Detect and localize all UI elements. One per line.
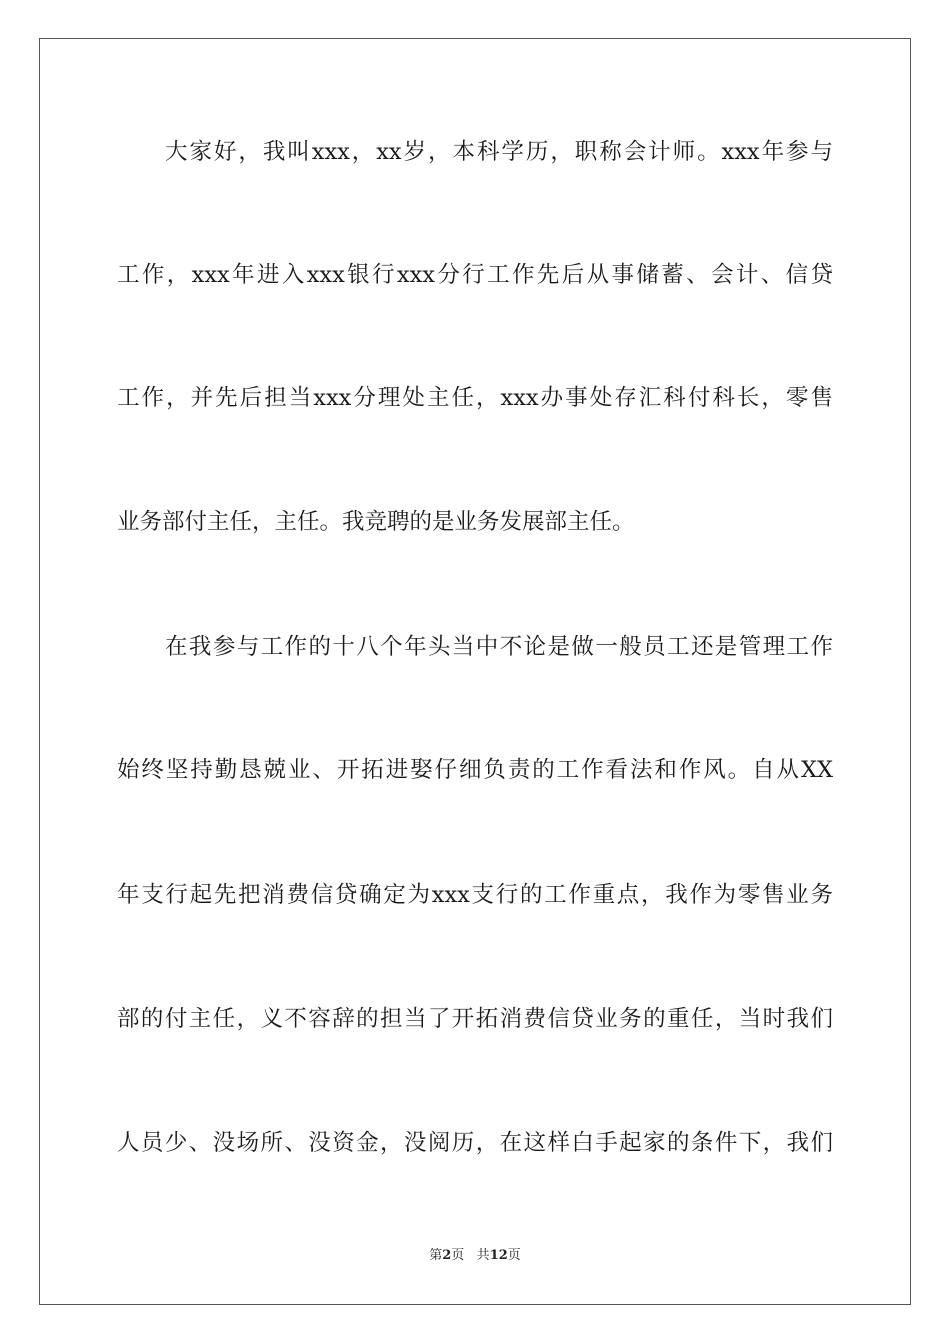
paragraph-1-line-2: 工作，xxx年进入xxx银行xxx分行工作先后从事储蓄、会计、信贷 <box>117 262 833 288</box>
paragraph-1-line-4: 业务部付主任，主任。我竞聘的是业务发展部主任。 <box>117 509 635 535</box>
paragraph-2-line-3: 年支行起先把消费信贷确定为xxx支行的工作重点，我作为零售业务 <box>117 882 833 908</box>
paragraph-2-line-5: 人员少、没场所、没资金，没阅历，在这样白手起家的条件下，我们 <box>117 1130 833 1156</box>
footer-page-number: 2 <box>442 1248 452 1263</box>
footer-total-prefix: 共 <box>476 1248 490 1263</box>
paragraph-1-line-3: 工作，并先后担当xxx分理处主任，xxx办事处存汇科付科长，零售 <box>117 385 833 411</box>
page-footer <box>0 1247 950 1265</box>
paragraph-2-line-2: 始终坚持勤恳兢业、开拓进娶仔细负责的工作看法和作风。自从XX <box>117 757 833 783</box>
page-border <box>39 38 911 1305</box>
paragraph-2-line-4: 部的付主任，义不容辞的担当了开拓消费信贷业务的重任，当时我们 <box>117 1006 833 1032</box>
footer-page-prefix: 第 <box>429 1248 443 1263</box>
footer-page-suffix: 页 <box>451 1248 465 1263</box>
footer-total-suffix: 页 <box>507 1248 521 1263</box>
paragraph-2-line-1: 在我参与工作的十八个年头当中不论是做一般员工还是管理工作 <box>165 634 833 660</box>
footer-total-pages: 12 <box>489 1248 508 1263</box>
paragraph-1-line-1: 大家好，我叫xxx，xx岁，本科学历，职称会计师。xxx年参与 <box>165 139 833 165</box>
